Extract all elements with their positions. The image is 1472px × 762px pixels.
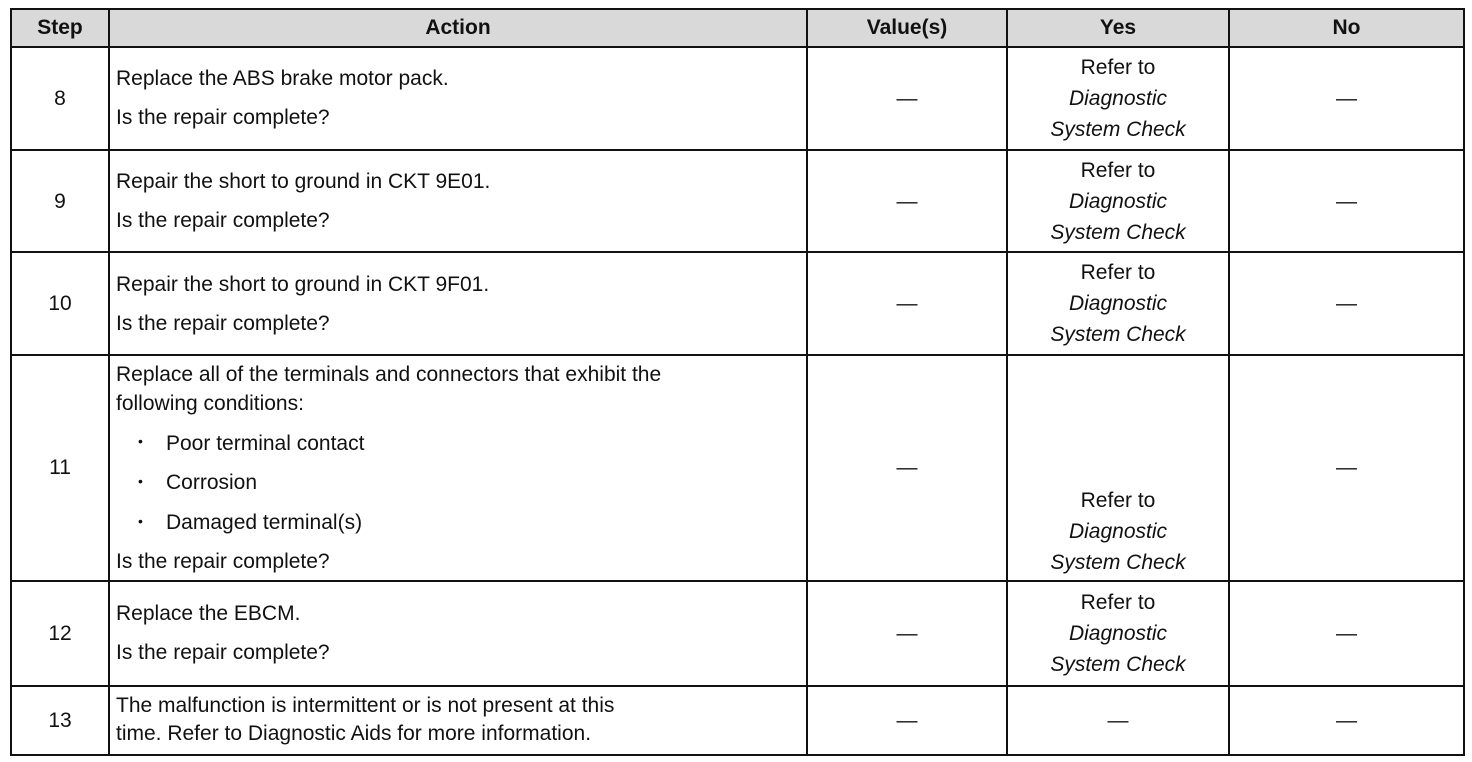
action-line: The malfunction is intermittent or is not present at this [116, 694, 615, 718]
yes-line: System Check [1050, 323, 1186, 347]
values-cell: — [807, 150, 1007, 253]
yes-line: Refer to [1080, 489, 1156, 513]
table-row [11, 47, 1464, 150]
header-row [11, 9, 1464, 47]
step-number: 10 [11, 252, 109, 355]
yes-line: Diagnostic [1068, 189, 1168, 213]
action-line: Is the repair complete? [116, 209, 330, 233]
no-cell: — [1229, 686, 1464, 755]
yes-line: Refer to [1080, 590, 1156, 614]
no-cell: — [1229, 150, 1464, 253]
no-cell: — [1229, 47, 1464, 150]
action-line: Replace all of the terminals and connectors that exhibit the [116, 362, 662, 386]
yes-line: Refer to [1080, 261, 1156, 285]
action-line: Is the repair complete? [116, 106, 330, 130]
table-row [11, 581, 1464, 686]
action-cell [109, 47, 807, 150]
header-yes: Yes [1007, 9, 1229, 47]
action-line: Is the repair complete? [116, 641, 330, 665]
yes-cell [1007, 47, 1229, 150]
yes-line: Diagnostic [1068, 86, 1168, 110]
action-line: Repair the short to ground in CKT 9E01. [116, 170, 491, 194]
yes-line: Diagnostic [1068, 520, 1168, 544]
yes-line: Refer to [1080, 55, 1156, 79]
yes-line: System Check [1050, 220, 1186, 244]
header-values: Value(s) [807, 9, 1007, 47]
yes-line: System Check [1050, 551, 1186, 575]
header-no: No [1229, 9, 1464, 47]
action-cell [109, 581, 807, 686]
action-cell [109, 355, 807, 581]
table-row [11, 150, 1464, 253]
action-cell [109, 150, 807, 253]
condition-list [116, 424, 800, 544]
yes-line: Diagnostic [1068, 292, 1168, 316]
action-line: Repair the short to ground in CKT 9F01. [116, 272, 490, 296]
step-number: 11 [11, 355, 109, 581]
values-cell: — [807, 47, 1007, 150]
table-row [11, 252, 1464, 355]
yes-line: System Check [1050, 652, 1186, 676]
values-cell: — [807, 355, 1007, 581]
table-row [11, 355, 1464, 581]
diagnostic-table [10, 8, 1465, 756]
yes-cell: — [1007, 686, 1229, 755]
list-item: • Damaged terminal(s) [138, 503, 800, 543]
values-cell: — [807, 581, 1007, 686]
no-cell: — [1229, 581, 1464, 686]
action-line: Replace the ABS brake motor pack. [116, 67, 449, 91]
values-cell: — [807, 686, 1007, 755]
no-cell: — [1229, 252, 1464, 355]
step-number: 8 [11, 47, 109, 150]
values-cell: — [807, 252, 1007, 355]
step-number: 13 [11, 686, 109, 755]
yes-line: Diagnostic [1068, 621, 1168, 645]
yes-cell [1007, 581, 1229, 686]
list-item: • Corrosion [138, 463, 800, 503]
list-item: • Poor terminal contact [138, 424, 800, 464]
action-line: Replace the EBCM. [116, 602, 301, 626]
yes-cell [1007, 355, 1229, 581]
action-cell [109, 252, 807, 355]
no-cell: — [1229, 355, 1464, 581]
action-line: Is the repair complete? [116, 550, 330, 574]
header-action: Action [109, 9, 807, 47]
yes-cell [1007, 252, 1229, 355]
action-line: time. Refer to Diagnostic Aids for more information. [116, 722, 592, 746]
yes-cell [1007, 150, 1229, 253]
action-line: following conditions: [116, 391, 304, 415]
action-cell [109, 686, 807, 755]
yes-line: Refer to [1080, 158, 1156, 182]
step-number: 12 [11, 581, 109, 686]
header-step: Step [11, 9, 109, 47]
yes-line: System Check [1050, 117, 1186, 141]
step-number: 9 [11, 150, 109, 253]
table-row [11, 686, 1464, 755]
action-line: Is the repair complete? [116, 311, 330, 335]
